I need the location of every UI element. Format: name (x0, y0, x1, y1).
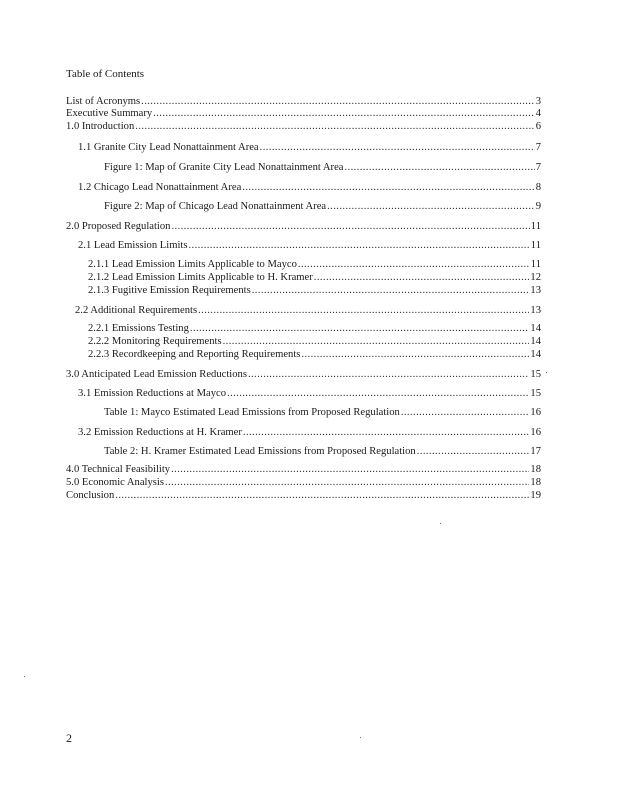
toc-entry-page: 16 (530, 407, 541, 418)
toc-entry-page: 17 (530, 446, 541, 457)
toc-entry-page: 16 (530, 427, 541, 438)
toc-entry-label: 4.0 Technical Feasibility (66, 464, 171, 475)
dot-leader (417, 446, 530, 458)
toc-entry[interactable] (78, 388, 541, 400)
toc-entry-page: 6 (535, 121, 541, 132)
dot-leader (171, 464, 529, 476)
toc-entry[interactable] (88, 349, 541, 361)
toc-entry[interactable] (88, 285, 541, 297)
toc-entry-page: 7 (535, 162, 541, 173)
toc-entry-page: 11 (530, 221, 541, 232)
toc-entry-label: 3.0 Anticipated Lead Emission Reductions (66, 369, 247, 380)
toc-entry-label: 2.2.2 Monitoring Requirements (88, 336, 222, 347)
toc-entry-page: 12 (530, 272, 541, 283)
toc-entry-page: 11 (530, 259, 541, 270)
dot-leader (190, 323, 530, 335)
toc-title: Table of Contents (66, 68, 145, 80)
toc-entry[interactable] (66, 121, 541, 133)
toc-entry-label: 2.1 Lead Emission Limits (78, 240, 188, 251)
toc-entry[interactable] (88, 272, 541, 284)
dot-leader (248, 369, 529, 381)
toc-entry-page: 18 (530, 464, 541, 475)
scan-speck (360, 737, 361, 738)
dot-leader (198, 305, 529, 317)
toc-entry-page: 14 (530, 349, 541, 360)
toc-entry-label: 2.1.1 Lead Emission Limits Applicable to Mayco (88, 259, 297, 270)
toc-entry-page: 13 (530, 285, 541, 296)
toc-entry[interactable] (78, 240, 541, 252)
scan-speck (24, 676, 25, 677)
dot-leader (135, 121, 534, 133)
toc-entry-label: 2.0 Proposed Regulation (66, 221, 171, 232)
dot-leader (165, 477, 529, 489)
dot-leader (301, 349, 529, 361)
toc-entry[interactable] (88, 336, 541, 348)
toc-entry-page: 4 (535, 108, 541, 119)
toc-entry-label: 2.1.2 Lead Emission Limits Applicable to H. Kramer (88, 272, 313, 283)
dot-leader (242, 182, 534, 194)
page-number: 2 (66, 731, 72, 745)
toc-entry-page: 18 (530, 477, 541, 488)
toc-entry-label: 3.1 Emission Reductions at Mayco (78, 388, 227, 399)
toc-entry[interactable] (88, 323, 541, 335)
toc-entry-label: 2.2 Additional Requirements (75, 305, 198, 316)
dot-leader (141, 96, 535, 108)
toc-entry-label: 3.2 Emission Reductions at H. Kramer (78, 427, 242, 438)
toc-entry-label: 1.0 Introduction (66, 121, 135, 132)
toc-entry-label: 2.2.1 Emissions Testing (88, 323, 189, 334)
dot-leader (115, 490, 529, 502)
toc-entry-label: Executive Summary (66, 108, 153, 119)
dot-leader (227, 388, 529, 400)
toc-entry-page: 14 (530, 336, 541, 347)
toc-entry-page: 3 (535, 96, 541, 107)
dot-leader (344, 162, 534, 174)
toc-entry[interactable] (78, 142, 541, 154)
toc-entry-label: 5.0 Economic Analysis (66, 477, 164, 488)
toc-entry[interactable] (66, 490, 541, 502)
dot-leader (314, 272, 530, 284)
scan-speck (440, 523, 441, 524)
toc-entry[interactable] (78, 427, 541, 439)
toc-entry[interactable] (88, 259, 541, 271)
toc-entry-label: Table 1: Mayco Estimated Lead Emissions from Proposed Regulation (104, 407, 400, 418)
toc-entry-page: 8 (535, 182, 541, 193)
scan-speck (546, 372, 547, 373)
toc-entry-page: 9 (535, 201, 541, 212)
toc-entry-label: 2.1.3 Fugitive Emission Requirements (88, 285, 251, 296)
dot-leader (223, 336, 530, 348)
toc-entry-label: 1.1 Granite City Lead Nonattainment Area (78, 142, 259, 153)
toc-entry[interactable] (66, 96, 541, 108)
toc-entry-label: Figure 1: Map of Granite City Lead Nonattainment Area (104, 162, 344, 173)
dot-leader (327, 201, 535, 213)
toc-entry-page: 13 (530, 305, 541, 316)
toc-entry-label: Figure 2: Map of Chicago Lead Nonattainment Area (104, 201, 327, 212)
dot-leader (252, 285, 530, 297)
toc-entry-page: 7 (535, 142, 541, 153)
toc-entry[interactable] (104, 201, 541, 213)
toc-entry-page: 11 (530, 240, 541, 251)
toc-entry[interactable] (66, 464, 541, 476)
toc-entry-label: 1.2 Chicago Lead Nonattainment Area (78, 182, 242, 193)
toc-entry[interactable] (104, 446, 541, 458)
dot-leader (171, 221, 529, 233)
toc-entry-page: 15 (530, 369, 541, 380)
toc-entry-page: 14 (530, 323, 541, 334)
toc-entry[interactable] (75, 305, 541, 317)
toc-entry[interactable] (66, 477, 541, 489)
dot-leader (298, 259, 530, 271)
toc-entry[interactable] (78, 182, 541, 194)
toc-entry-page: 19 (530, 490, 541, 501)
dot-leader (401, 407, 530, 419)
dot-leader (243, 427, 530, 439)
toc-entry-label: 2.2.3 Recordkeeping and Reporting Requirements (88, 349, 301, 360)
toc-entry-label: Conclusion (66, 490, 115, 501)
toc-entry[interactable] (104, 162, 541, 174)
toc-entry-page: 15 (530, 388, 541, 399)
toc-entry[interactable] (66, 221, 541, 233)
toc-entry-label: List of Acronyms (66, 96, 141, 107)
toc-entry[interactable] (104, 407, 541, 419)
toc-entry-label: Table 2: H. Kramer Estimated Lead Emissions from Proposed Regulation (104, 446, 416, 457)
toc-entry[interactable] (66, 108, 541, 120)
dot-leader (188, 240, 529, 252)
toc-entry[interactable] (66, 369, 541, 381)
dot-leader (153, 108, 535, 120)
dot-leader (260, 142, 535, 154)
